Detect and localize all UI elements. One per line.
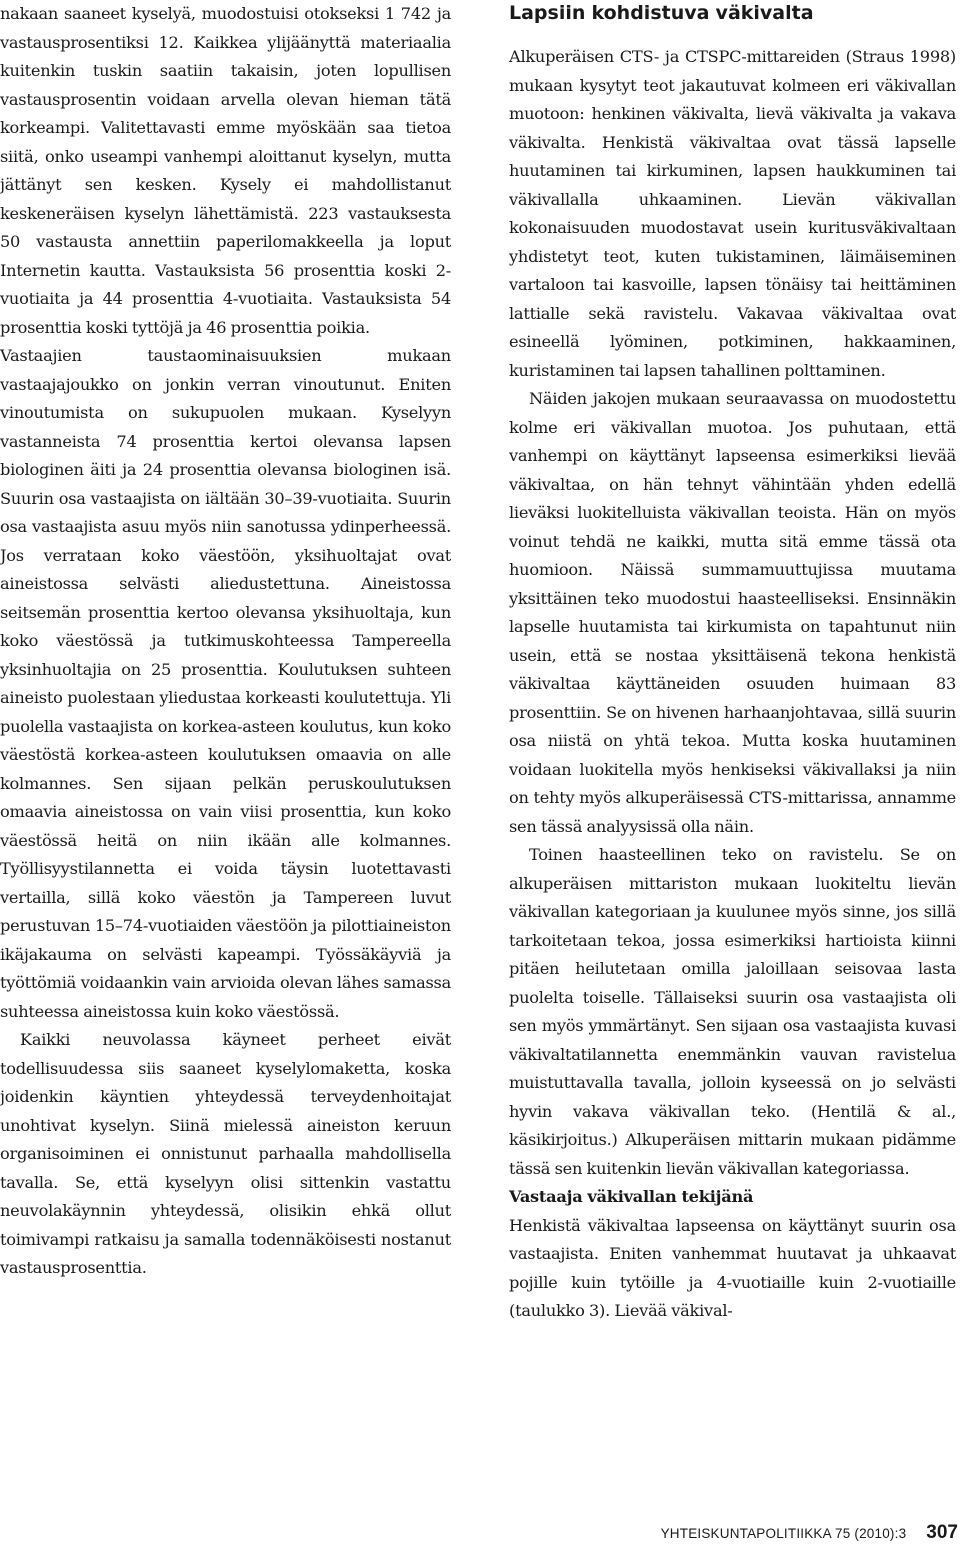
- right-paragraph-2: Näiden jakojen mukaan seuraavassa on muodostettu kolme eri väkivallan muotoa. Jos puhutaan, että vanhempi on käyttänyt lapseensa esimerkiksi lievää väkivaltaa, on hän tehnyt vähintään yhden edellä lieväksi luokitelluista väkivallan teoista. Hän on myös voinut tehdä ne kaikki, mutta sitä emme tässä ota huomioon. Näissä summamuuttujissa muutama yksittäinen teko muodostui haasteelliseksi. Ensinnäkin lapselle huutamista tai kirkumista on tapahtunut niin usein, että se nostaa yksittäisenä tekona henkistä väkivaltaa käyttäneiden osuuden huimaan 83 prosenttiin. Se on hivenen harhaanjohtavaa, sillä suurin osa niistä on yhtä tekoa. Mutta koska huutaminen voidaan luokitella myös henkiseksi väkivallaksi ja niin on tehty myös alkuperäisessä CTS-mittarissa, annamme sen tässä analyysissä olla näin.: [509, 389, 956, 836]
- right-paragraph-4: Henkistä väkivaltaa lapseensa on käyttänyt suurin osa vastaajista. Eniten vanhemmat huutavat ja uhkaavat pojille kuin tytöille ja 4-vuotiaille kuin 2-vuotiaille (taulukko 3). Lievää väkival-: [509, 1215, 956, 1320]
- left-paragraph-1: nakaan saaneet kyselyä, muodostuisi otokseksi 1 742 ja vastausprosentiksi 12. Kaikkea ylijäänyttä materiaalia kuitenkin tuskin saatiin takaisin, joten lopullisen vastausprosentin voidaan arvella olevan hieman tätä korkeampi. Valitettavasti emme myöskään saa tietoa siitä, onko useampi vanhempi aloittanut kyselyn, mutta jättänyt sen kesken. Kysely ei mahdollistanut keskeneräisen kyselyn lähettämistä. 223 vastauksesta 50 vastausta annettiin paperilomakkeella ja loput Internetin kautta. Vastauksista 56 prosenttia koski 2-vuotiaita ja 44 prosenttia 4-vuotiaita. Vastauksista 54 prosenttia koski tyttöjä ja 46 prosenttia poikia.: [0, 4, 451, 337]
- left-paragraph-3: Kaikki neuvolassa käyneet perheet eivät todellisuudessa siis saaneet kyselylomaketta, koska joidenkin käyntien yhteydessä terveydenhoitajat unohtivat kyselyn. Siinä mielessä aineiston keruun organisoiminen ei onnistunut parhaalla mahdollisella tavalla. Se, että kyselyyn olisi sittenkin vastattu neuvolakäynnin yhteydessä, olisikin ehkä ollut toimivampi ratkaisu ja samalla todennäköisesti nostanut vastausprosenttia.: [0, 1030, 451, 1277]
- right-text-column: [509, 0, 956, 1326]
- right-paragraph-1: Alkuperäisen CTS- ja CTSPC-mittareiden (Straus 1998) mukaan kysytyt teot jakautuvat kolmeen eri väkivallan muotoon: henkinen väkivalta, lievä väkivalta ja vakava väkivalta. Henkistä väkivaltaa ovat tässä lapselle huutaminen tai kirkuminen, lapsen haukkuminen tai väkivallalla uhkaaminen. Lievän väkivallan kokonaisuuden muodostavat usein kuritusväkivaltaan yhdistetyt teot, kuten tukistaminen, läimäiseminen vartaloon tai kasvoille, lapsen tönäisy tai heittäminen lattialle sekä ravistelu. Vakavaa väkivaltaa ovat esineellä lyöminen, potkiminen, hakkaaminen, kuristaminen tai lapsen tahallinen polttaminen.: [509, 47, 956, 380]
- left-text-column: [0, 0, 451, 1283]
- section-title: Lapsiin kohdistuva väkivalta: [509, 2, 814, 24]
- left-paragraph-2: Vastaajien taustaominaisuuksien mukaan vastaajajoukko on jonkin verran vinoutunut. Eniten vinoutumista on sukupuolen mukaan. Kyselyyn vastanneista 74 prosenttia kertoi olevansa lapsen biologinen äiti ja 24 prosenttia olevansa biologinen isä. Suurin osa vastaajista on iältään 30–39-vuotiaita. Suurin osa vastaajista asuu myös niin sanotussa ydinperheessä. Jos verrataan koko väestöön, yksihuoltajat ovat aineistossa selvästi aliedustettuna. Aineistossa seitsemän prosenttia kertoo olevansa yksihuoltaja, kun koko väestössä ja tutkimuskohteessa Tampereella yksinhuoltajia on 25 prosenttia. Koulutuksen suhteen aineisto puolestaan yliedustaa korkeasti koulutettuja. Yli puolella vastaajista on korkea-asteen koulutus, kun koko väestöstä korkea-asteen koulutuksen omaavia on alle kolmannes. Sen sijaan pelkän peruskoulutuksen omaavia aineistossa on vain viisi prosenttia, kun koko väestössä heitä on niin ikään alle kolmannes. Työllisyystilannetta ei voida täysin luotettavasti vertailla, sillä koko väestön ja Tampereen luvut perustuvan 15–74-vuotiaiden väestöön ja pilottiaineiston ikäjakauma on selvästi kapeampi. Työssäkäyviä ja työttömiä voidaankin vain arvioida olevan lähes samassa suhteessa aineistossa kuin koko väestössä.: [0, 346, 451, 1021]
- section-subheading: Vastaaja väkivallan tekijänä: [509, 1187, 754, 1206]
- journal-name: YHTEISKUNTAPOLITIIKKA 75 (2010):3: [660, 1526, 907, 1541]
- page-number: 307: [926, 1522, 958, 1543]
- right-paragraph-3: Toinen haasteellinen teko on ravistelu. Se on alkuperäisen mittariston mukaan luokiteltu lievän väkivallan kategoriaan ja kuulunee myös sinne, jos sillä tarkoitetaan tekoa, jossa esimerkiksi hartioista kiinni pitäen heilutetaan omilla jaloillaan seisovaa lasta puolelta toiselle. Tällaiseksi suurin osa vastaajista oli sen myös ymmärtänyt. Sen sijaan osa vastaajista kuvasi väkivaltatilannetta enemmänkin vauvan ravistelua muistuttavalla tavalla, jolloin kyseessä on jo selvästi hyvin vakava väkivallan teko. (Hentilä & al., käsikirjoitus.) Alkuperäisen mittarin mukaan pidämme tässä sen kuitenkin lievän väkivallan kategoriassa.: [509, 845, 956, 1178]
- page-footer: [570, 1522, 958, 1546]
